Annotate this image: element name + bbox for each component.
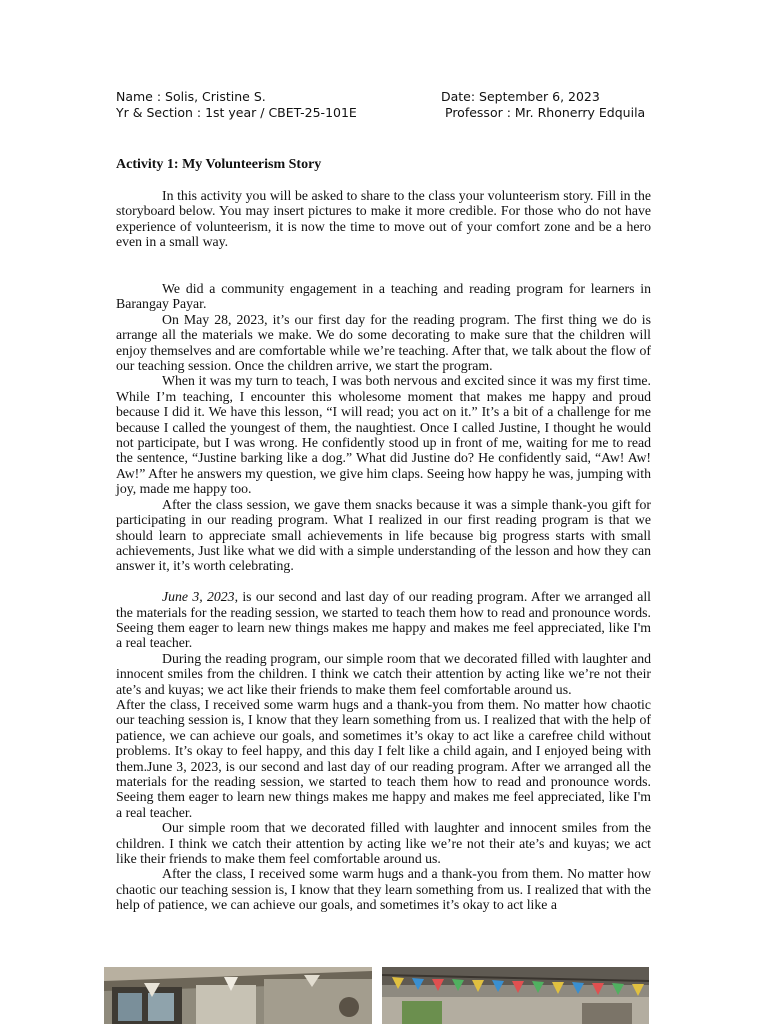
story-body bbox=[116, 281, 651, 913]
date: Date: September 6, 2023 bbox=[441, 89, 600, 104]
paragraph: After the class session, we gave them snacks because it was a simple thank-you gift for participating in our reading program. What I realized in our first reading program is that we should learn to appreciate small achievements in life because big progress starts with small achievements, Just like what we did with a simple understanding of the lesson and how they can answer it, it’s worth celebrating. bbox=[116, 496, 651, 574]
activity-title: Activity 1: My Volunteerism Story bbox=[116, 157, 322, 172]
professor: Professor : Mr. Rhonerry Edquila bbox=[445, 105, 646, 120]
student-name: Name : Solis, Cristine S. bbox=[116, 89, 266, 104]
paragraph: After the class, I received some warm hugs and a thank-you from them. No matter how chaotic our teaching session is, I know that they learn something from us. I realized that with the help of patience, we can achieve our goals, and sometimes it’s okay to act like a bbox=[116, 866, 651, 913]
spacer bbox=[116, 574, 651, 589]
photo-classroom-left-image bbox=[104, 967, 372, 1024]
photo-classroom-left bbox=[104, 967, 372, 1024]
paragraph: Our simple room that we decorated filled with laughter and innocent smiles from the children. I think we catch their attention by acting like we’re not their ate’s and kuyas; we act like their friends to make them feel comfortable around us. bbox=[116, 820, 651, 867]
photo-classroom-right-image bbox=[382, 967, 649, 1024]
paragraph: We did a community engagement in a teaching and reading program for learners in Barangay Payar. bbox=[116, 281, 651, 312]
paragraph: During the reading program, our simple room that we decorated filled with laughter and innocent smiles from the children. I think we catch their attention by acting like we’re not their ate’s and kuyas; we act like their friends to make them feel comfortable around us. bbox=[116, 650, 651, 697]
instructions bbox=[116, 188, 651, 250]
photo-classroom-right bbox=[382, 967, 649, 1024]
paragraph: After the class, I received some warm hugs and a thank-you from them. No matter how chaotic our teaching session is, I know that they learn something from us. I realized that with the help of patience, we can achieve our goals, and sometimes it’s okay to act like a carefree child without problems. It’s okay to feel happy, and this day I felt like a child again, and I enjoyed being with them.June 3, 2023, is our second and last day of our reading program. After we arranged all the materials for the reading session, we started to teach them how to read and pronounce words. Seeing them eager to learn new things makes me happy and makes me feel appreciated, like I'm a real teacher. bbox=[116, 696, 651, 820]
paragraph-text: , is our second and last day of our reading program. After we arranged all the materials for the reading session, we started to teach them how to read and pronounce words. Seeing them eager to learn new things makes me happy and makes me feel appreciated, like I'm a real teacher. bbox=[116, 589, 651, 651]
instructions-text: In this activity you will be asked to share to the class your volunteerism story. Fill in the storyboard below. You may insert pictures to make it more credible. For those who do not have experience of volunteerism, it is now the time to move out of your comfort zone and be a hero even in a small way. bbox=[116, 188, 651, 250]
paragraph bbox=[116, 589, 651, 651]
paragraph: When it was my turn to teach, I was both nervous and excited since it was my first time. While I’m teaching, I encounter this wholesome moment that makes me happy and proud because I did it. We have this lesson, “I will read; you act on it.” It’s a bit of a challenge for me because I called the youngest of them, the naughtiest. Once I called Justine, I thought he would not participate, but I was wrong. He confidently stood up in front of me, waiting for me to read the sentence, “Justine barking like a dog.” What did Justine do? He confidently said, “Aw! Aw! Aw!” After he answers my question, we give him claps. Seeing how happy he was, jumping with joy, made me happy too. bbox=[116, 373, 651, 497]
year-section: Yr & Section : 1st year / CBET-25-101E bbox=[116, 105, 357, 120]
paragraph: On May 28, 2023, it’s our first day for the reading program. The first thing we do is arrange all the materials we make. We do some decorating to make sure that the children will enjoy themselves and are comfortable while we’re teaching. After that, we talk about the flow of our teaching session. Once the children arrive, we start the program. bbox=[116, 311, 651, 374]
paragraph-date: June 3, 2023 bbox=[162, 589, 235, 605]
